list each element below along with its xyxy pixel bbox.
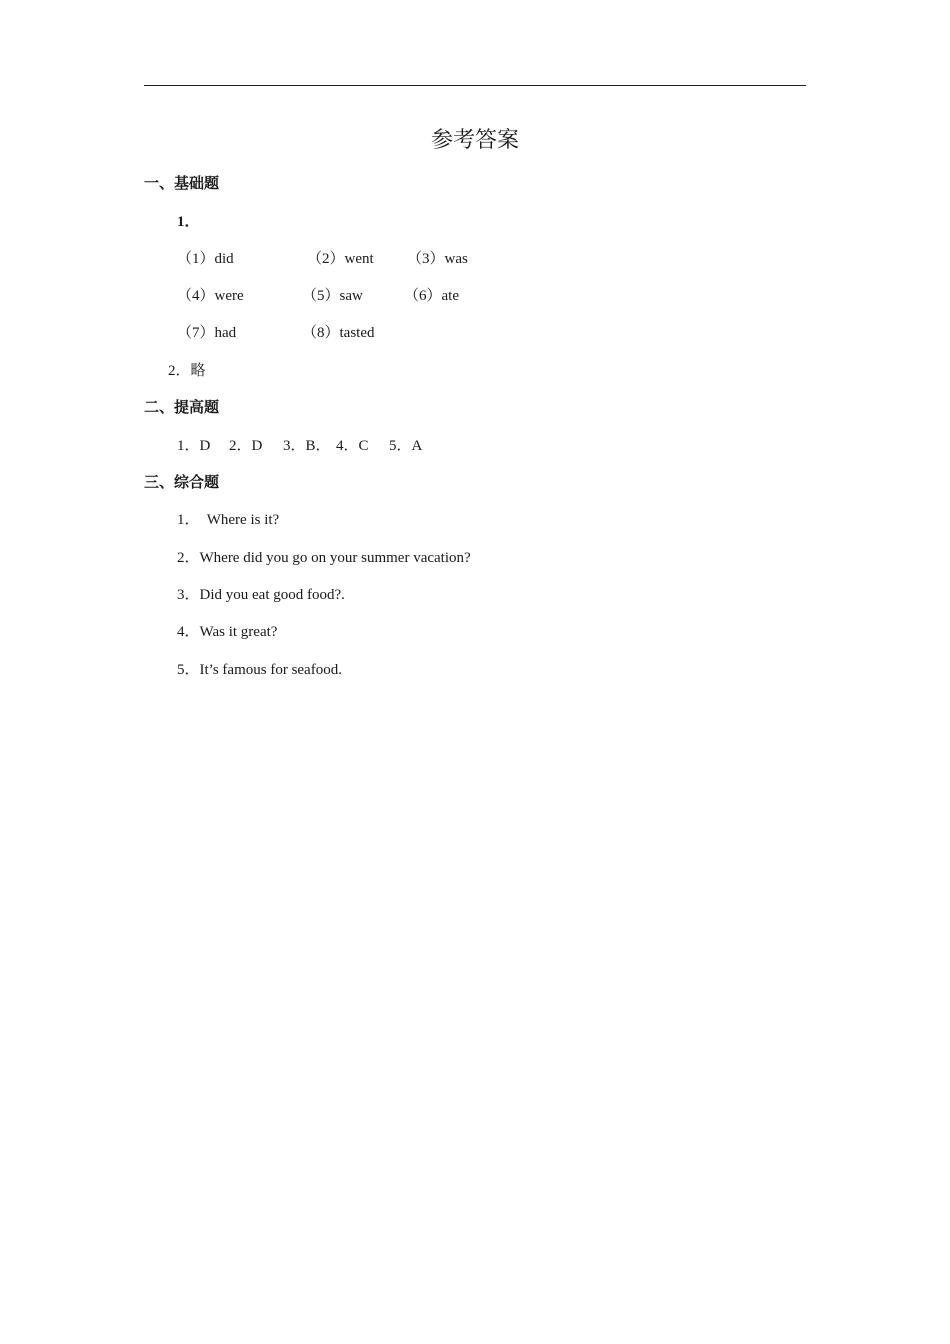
mc-answer: 4．C	[336, 438, 369, 454]
answer-item: （3）was	[407, 251, 468, 267]
mc-answer: 3．B．	[283, 438, 331, 454]
question-2-answer: 2．略	[168, 363, 206, 379]
section-heading-advanced: 二、提高题	[144, 400, 220, 416]
sentence-answer: 5．It’s famous for seafood.	[177, 662, 342, 678]
sentence-answer: 2．Where did you go on your summer vacation?	[177, 550, 471, 566]
answer-item: （2）went	[307, 251, 374, 267]
header-rule	[144, 85, 806, 86]
sentence-answer: 3．Did you eat good food?.	[177, 587, 345, 603]
mc-answer: 2．D	[229, 438, 263, 454]
mc-answer: 1．D	[177, 438, 211, 454]
question-1-label: 1．	[177, 214, 200, 230]
section-heading-basic: 一、基础题	[144, 176, 220, 192]
answer-item: （1）did	[177, 251, 234, 267]
sentence-answer: 4．Was it great?	[177, 624, 278, 640]
mc-answer: 5．A	[389, 438, 423, 454]
page-title: 参考答案	[430, 127, 519, 152]
answer-item: （5）saw	[302, 288, 363, 304]
answer-item: （8）tasted	[302, 325, 375, 341]
answer-item: （4）were	[177, 288, 244, 304]
answer-item: （7）had	[177, 325, 237, 341]
section-heading-comprehensive: 三、综合题	[144, 475, 220, 491]
answer-item: （6）ate	[404, 288, 459, 304]
sentence-answer: 1． Where is it?	[177, 512, 280, 528]
